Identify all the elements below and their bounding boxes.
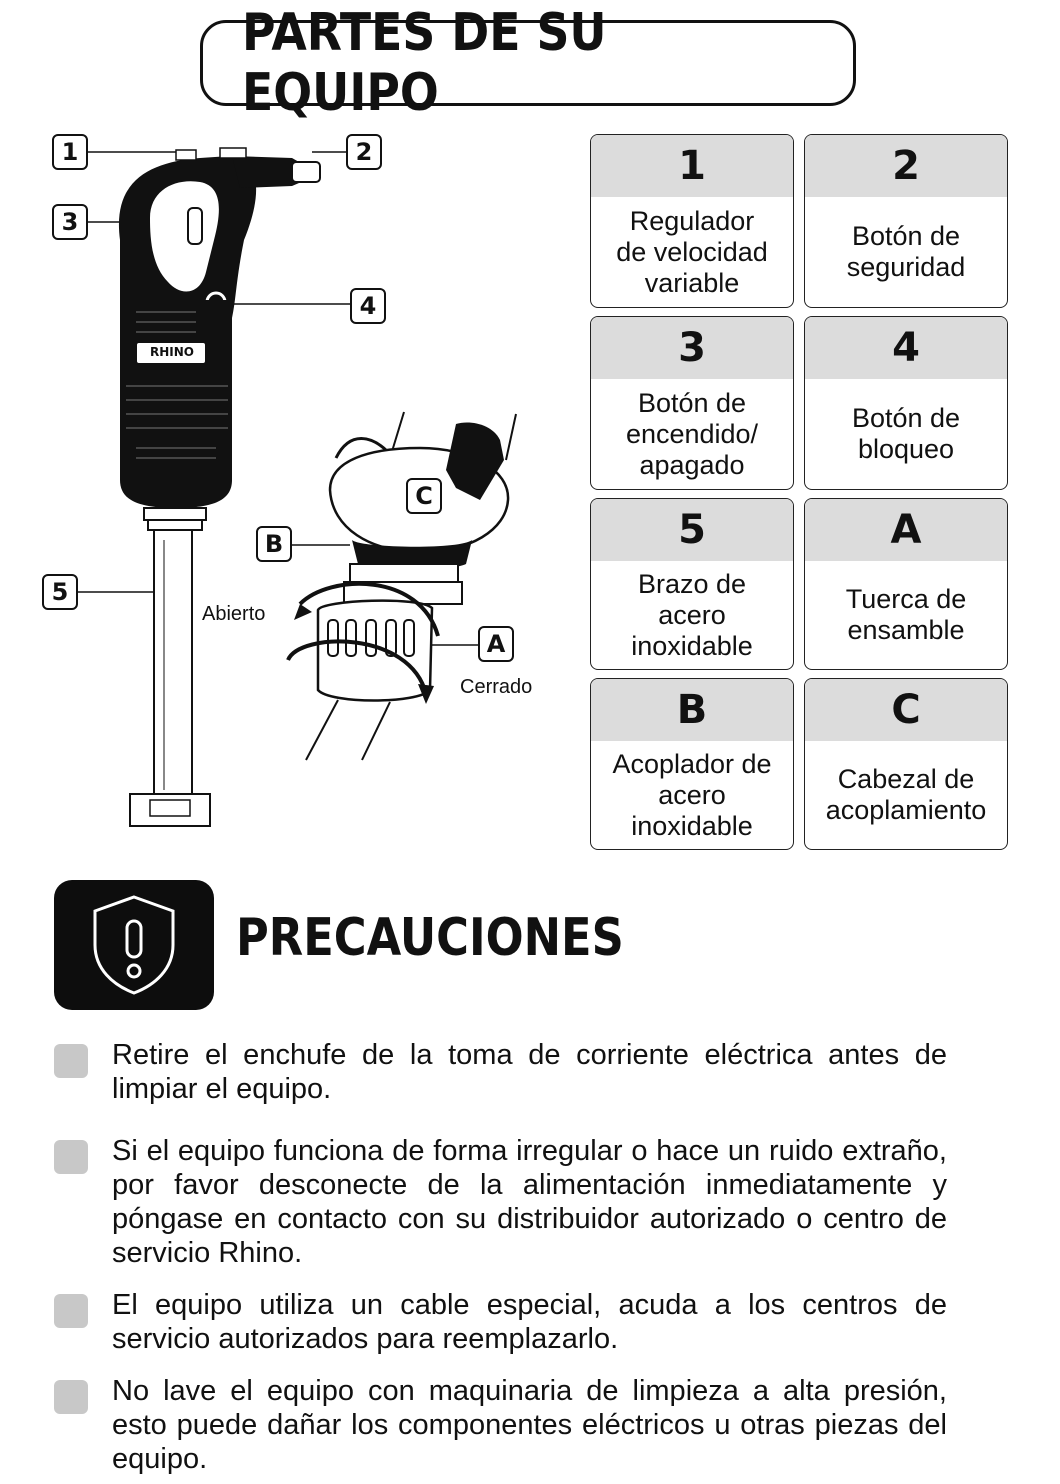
part-card-b [590,678,794,850]
part-id: 4 [805,317,1007,379]
part-name: Acoplador de acero inoxidable [612,748,772,841]
part-name: Botón de seguridad [846,221,966,282]
bullet-square [54,1380,88,1414]
part-name: Tuerca de ensamble [845,584,967,645]
part-name: Cabezal de acoplamiento [825,764,987,825]
precautions-title: PRECAUCIONES [236,908,624,968]
precaution-text: Si el equipo funciona de forma irregular o hace un ruido extraño, por favor desconecte de la alimentación inmediatamente y póngase en contacto con su distribuidor autorizado o centro de servicio Rhino. [112,1135,947,1269]
callout-3: 3 [52,204,88,240]
precaution-text: El equipo utiliza un cable especial, acuda a los centros de servicio autorizados para reemplazarlo. [112,1289,947,1355]
bullet-square [54,1044,88,1078]
part-id: 5 [591,499,793,561]
part-id: C [805,679,1007,741]
page-title: PARTES DE SU EQUIPO [242,3,607,123]
part-id: 2 [805,135,1007,197]
label-closed: Cerrado [460,676,533,698]
part-card-3 [590,316,794,490]
part-id: 1 [591,135,793,197]
callout-1: 1 [52,134,88,170]
part-card-4 [804,316,1008,490]
part-card-c [804,678,1008,850]
bullet-square [54,1140,88,1174]
callout-c: C [406,478,442,514]
precautions-icon-box [54,880,214,1010]
callout-4: 4 [350,288,386,324]
part-id: 3 [591,317,793,379]
part-card-a [804,498,1008,670]
precaution-text: No lave el equipo con maquinaria de limpieza a alta presión, esto puede dañar los componentes eléctricos u otras piezas del equipo. [112,1375,947,1475]
label-open: Abierto [202,603,266,625]
part-name: Regulador de velocidad variable [616,205,768,298]
part-id: A [805,499,1007,561]
part-card-5 [590,498,794,670]
part-name: Botón de bloqueo [851,403,961,464]
part-name: Botón de encendido/ apagado [625,387,759,480]
callout-b: B [256,526,292,562]
part-name: Brazo de acero inoxidable [631,568,753,661]
part-card-1 [590,134,794,308]
callout-2: 2 [346,134,382,170]
callout-5: 5 [42,574,78,610]
precaution-text: Retire el enchufe de la toma de corriente eléctrica antes de limpiar el equipo. [112,1039,947,1105]
brand-logo: RHINO [150,345,194,359]
part-id: B [591,679,793,741]
bullet-square [54,1294,88,1328]
shield-warning-icon [89,893,179,997]
page-title-box [200,3,856,123]
part-card-2 [804,134,1008,308]
callout-a: A [478,626,514,662]
